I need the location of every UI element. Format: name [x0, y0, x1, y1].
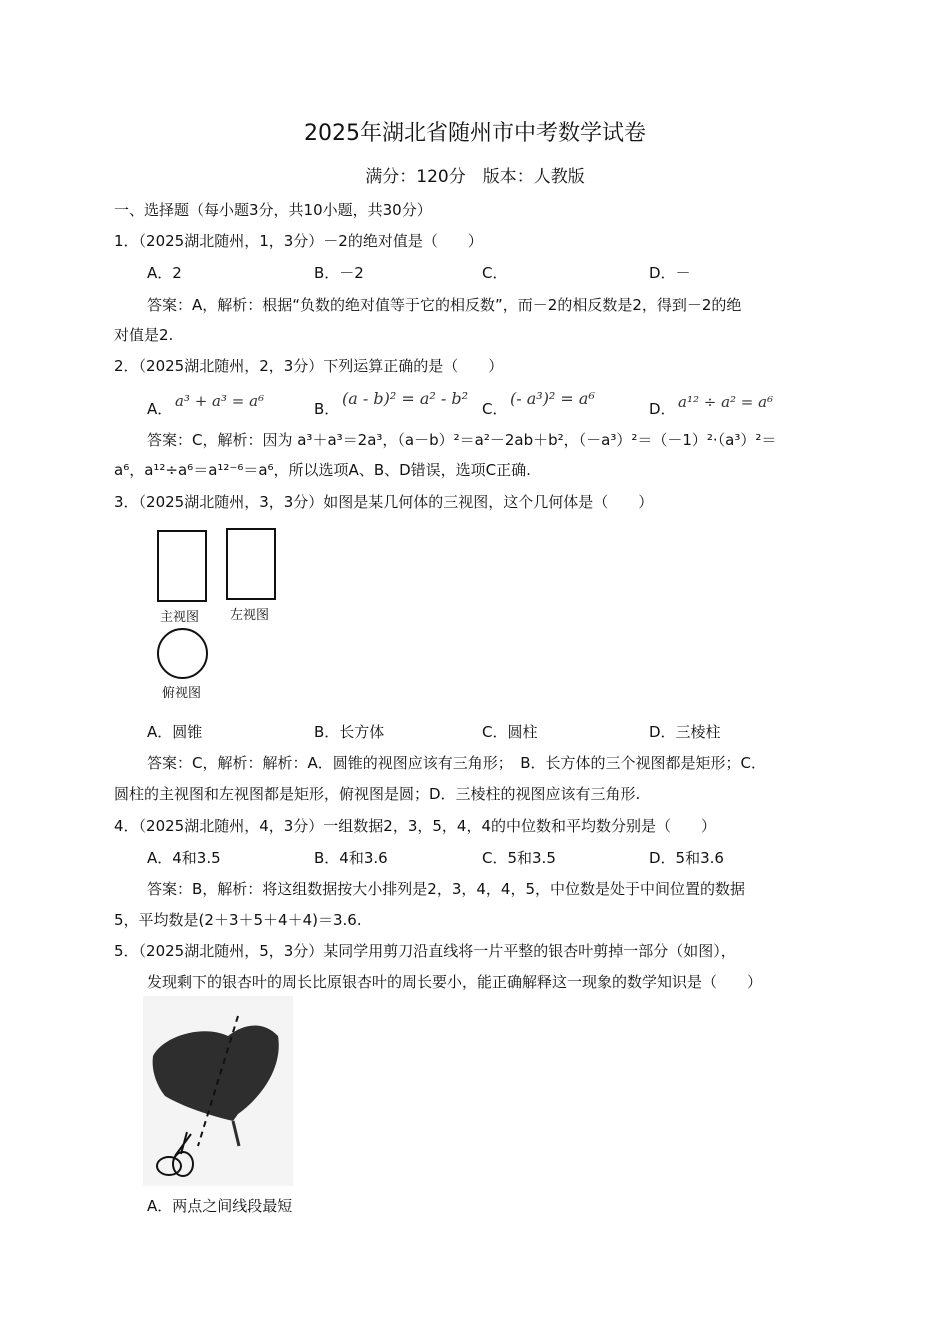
q4-option-c: C．5和3.5	[482, 849, 556, 867]
q2-option-b-label: B．	[314, 400, 340, 418]
q1-stem: 1．（2025湖北随州，1，3分）－2的绝对值是（ ）	[114, 232, 483, 250]
q1-option-c: C．	[482, 264, 508, 282]
page-subtitle: 满分：120分 版本：人教版	[365, 167, 585, 187]
front-view-rectangle	[157, 530, 207, 602]
q5-option-a: A．两点之间线段最短	[147, 1197, 293, 1215]
q2-answer-line2: a⁶，a¹²÷a⁶＝a¹²⁻⁶＝a⁶，所以选项A、B、D错误，选项C正确.	[114, 461, 531, 479]
q3-option-a: A．圆锥	[147, 723, 203, 741]
q5-stem-line1: 5．（2025湖北随州，5，3分）某同学用剪刀沿直线将一片平整的银杏叶剪掉一部分（如图），	[114, 942, 736, 960]
q2-option-c-expr: (- a³)² = a⁶	[510, 389, 595, 408]
q3-answer-line2: 圆柱的主视图和左视图都是矩形，俯视图是圆；D．三棱柱的视图应该有三角形.	[114, 785, 641, 803]
q3-option-c: C．圆柱	[482, 723, 538, 741]
q3-answer-line1: 答案：C，解析：解析：A．圆锥的视图应该有三角形； B．长方体的三个视图都是矩形；C．	[147, 754, 767, 772]
front-view-label: 主视图	[160, 610, 200, 625]
q1-option-a: A．2	[147, 264, 182, 282]
q1-option-d: D．－	[649, 264, 691, 282]
q2-answer-line1: 答案：C，解析：因为 a³＋a³＝2a³，（a－b）²＝a²－2ab＋b²，（－a³）²＝（－1）²·（a³）²＝	[147, 431, 777, 449]
q2-option-d-label: D．	[649, 400, 676, 418]
q4-option-a: A．4和3.5	[147, 849, 221, 867]
page-title: 2025年湖北省随州市中考数学试卷	[304, 121, 646, 146]
top-view-circle	[157, 628, 208, 679]
q4-answer-line1: 答案：B，解析：将这组数据按大小排列是2，3，4，4，5，中位数是处于中间位置的数据	[147, 880, 746, 898]
q2-option-d-expr: a¹² ÷ a² = a⁶	[678, 393, 774, 411]
q4-option-d: D．5和3.6	[649, 849, 724, 867]
top-view-label: 俯视图	[162, 686, 202, 701]
q1-option-b: B．－2	[314, 264, 364, 282]
left-view-label: 左视图	[230, 608, 270, 623]
q3-option-b: B．长方体	[314, 723, 385, 741]
ginkgo-leaf-figure	[143, 996, 293, 1186]
q1-answer-line2: 对值是2.	[114, 326, 174, 344]
q4-answer-line2: 5，平均数是(2＋3＋5＋4＋4)＝3.6.	[114, 911, 362, 929]
q3-stem: 3．（2025湖北随州，3，3分）如图是某几何体的三视图，这个几何体是（ ）	[114, 493, 654, 511]
q2-option-c-label: C．	[482, 400, 508, 418]
q5-stem-line2: 发现剩下的银杏叶的周长比原银杏叶的周长要小，能正确解释这一现象的数学知识是（ ）	[147, 973, 763, 991]
section-heading: 一、选择题（每小题3分，共10小题，共30分）	[114, 201, 432, 219]
q4-option-b: B．4和3.6	[314, 849, 388, 867]
q2-stem: 2．（2025湖北随州，2，3分）下列运算正确的是（ ）	[114, 357, 504, 375]
q2-option-a-label: A．	[147, 400, 173, 418]
q2-option-a-expr: a³ + a³ = a⁶	[175, 392, 265, 410]
q3-option-d: D．三棱柱	[649, 723, 721, 741]
left-view-rectangle	[226, 528, 276, 600]
q2-option-b-expr: (a - b)² = a² - b²	[342, 389, 469, 408]
q1-answer-line1: 答案：A，解析：根据“负数的绝对值等于它的相反数”，而－2的相反数是2，得到－2的绝	[147, 296, 742, 314]
q4-stem: 4．（2025湖北随州，4，3分）一组数据2，3，5，4，4的中位数和平均数分别是（ ）	[114, 817, 717, 835]
